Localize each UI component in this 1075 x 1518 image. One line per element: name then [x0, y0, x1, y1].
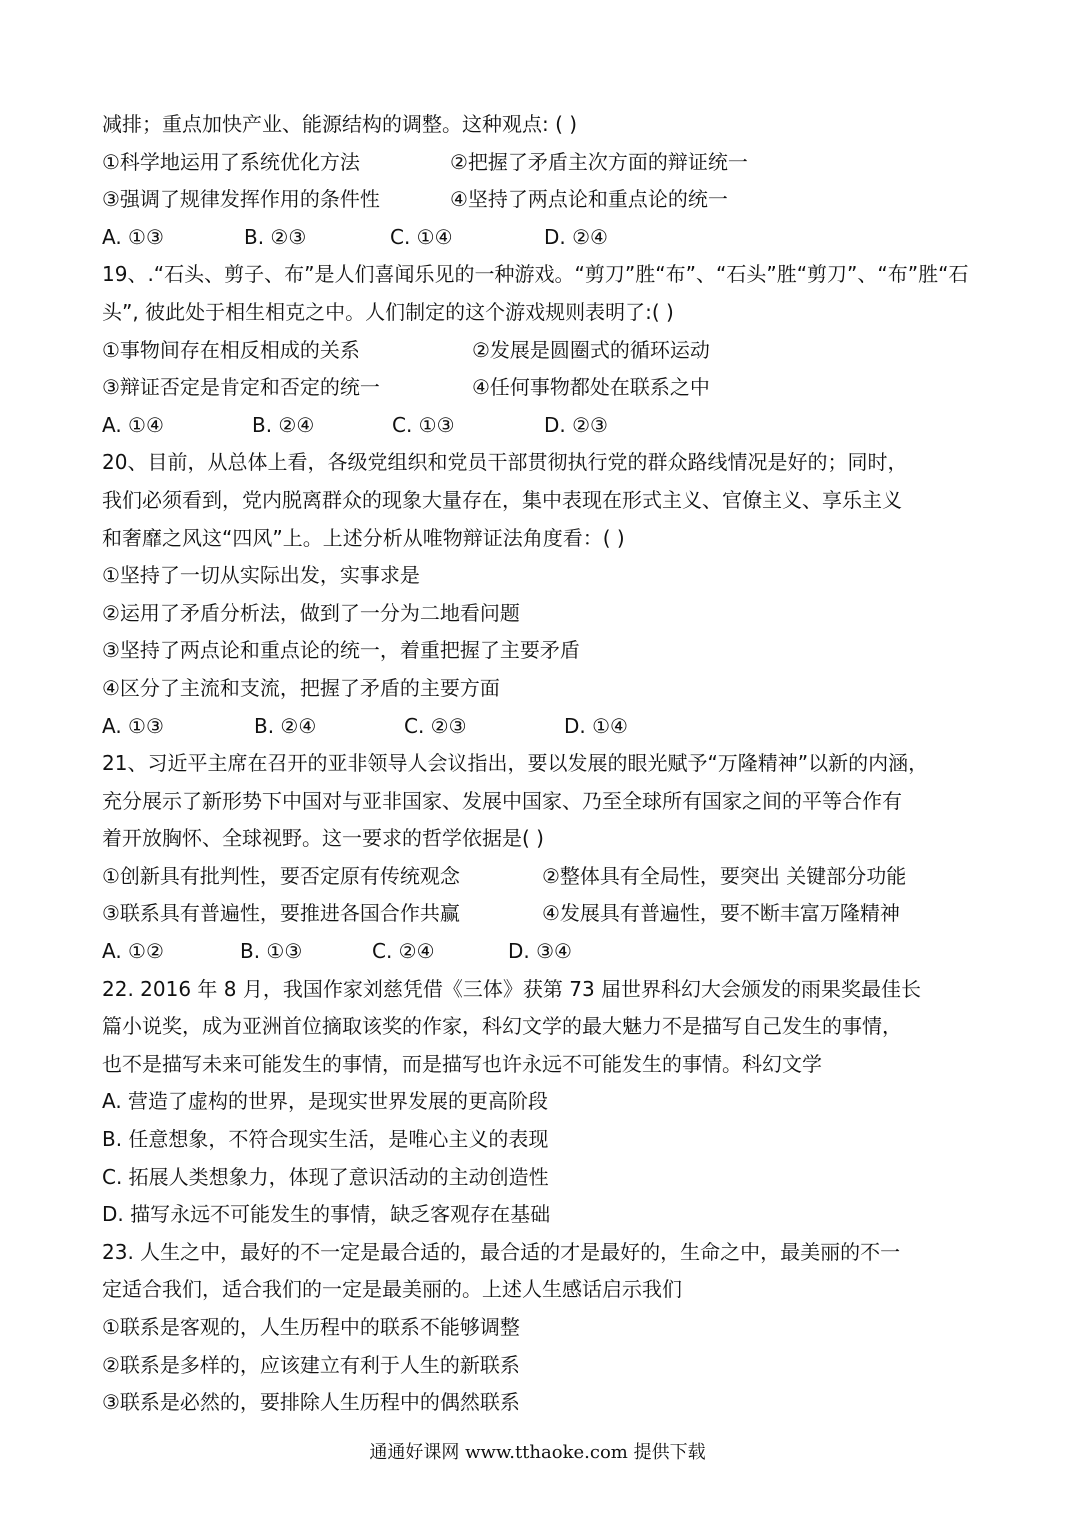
- q21-statement-4: ④发展具有普遍性，要不断丰富万隆精神: [542, 901, 900, 926]
- q23-stem-line-1: 23. 人生之中，最好的不一定是最合适的，最合适的才是最好的，生命之中，最美丽的不一: [102, 1239, 901, 1264]
- q20-option-c[interactable]: C. ②③: [404, 713, 467, 738]
- q21-statements-row-1: [102, 858, 982, 896]
- q23-stem-line-2: 定适合我们，适合我们的一定是最美丽的。上述人生感话启示我们: [102, 1277, 682, 1302]
- q22-option-c[interactable]: C. 拓展人类想象力，体现了意识活动的主动创造性: [102, 1164, 549, 1189]
- q21-statement-3: ③联系具有普遍性，要推进各国合作共赢: [102, 901, 460, 926]
- q18-statements-row-2: [102, 181, 982, 219]
- q18-statements-row-1: [102, 144, 982, 182]
- q18-option-a[interactable]: A. ①③: [102, 224, 164, 249]
- q22-option-b[interactable]: B. 任意想象，不符合现实生活，是唯心主义的表现: [102, 1127, 549, 1152]
- q21-options: [102, 933, 982, 971]
- q21-option-b[interactable]: B. ①③: [240, 939, 303, 964]
- q19-statement-2: ②发展是圆圈式的循环运动: [472, 337, 710, 362]
- q21-stem-line-2: 充分展示了新形势下中国对与亚非国家、发展中国家、乃至全球所有国家之间的平等合作有: [102, 788, 902, 813]
- page-footer: 通通好课网 www.tthaoke.com 提供下载: [369, 1442, 706, 1463]
- q23-statement-3: ③联系是必然的，要排除人生历程中的偶然联系: [102, 1390, 520, 1415]
- q21-option-a[interactable]: A. ①②: [102, 939, 164, 964]
- q21-statements-row-2: [102, 895, 982, 933]
- q23-statement-1: ①联系是客观的，人生历程中的联系不能够调整: [102, 1315, 520, 1339]
- q19-option-b[interactable]: B. ②④: [252, 412, 315, 437]
- question-block: [102, 106, 982, 1422]
- q22-option-a[interactable]: A. 营造了虚构的世界，是现实世界发展的更高阶段: [102, 1089, 549, 1114]
- q18-options: [102, 219, 982, 257]
- q19-option-d[interactable]: D. ②③: [544, 412, 608, 437]
- q19-statement-3: ③辩证否定是肯定和否定的统一: [102, 375, 380, 400]
- q19-statements-row-1: [102, 332, 982, 370]
- q19-statement-4: ④任何事物都处在联系之中: [472, 375, 710, 400]
- q18-option-b[interactable]: B. ②③: [244, 224, 307, 249]
- q22-stem-line-2: 篇小说奖，成为亚洲首位摘取该奖的作家，科幻文学的最大魅力不是描写自己发生的事情，: [102, 1014, 902, 1039]
- q21-statement-1: ①创新具有批判性，要否定原有传统观念: [102, 863, 460, 888]
- q19-statement-1: ①事物间存在相反相成的关系: [102, 337, 360, 362]
- q19-option-a[interactable]: A. ①④: [102, 412, 164, 437]
- q19-statements-row-2: [102, 369, 982, 407]
- q22-option-d[interactable]: D. 描写永远不可能发生的事情，缺乏客观存在基础: [102, 1202, 551, 1227]
- q20-statement-1: ①坚持了一切从实际出发，实事求是: [102, 563, 420, 588]
- q22-stem-line-3: 也不是描写未来可能发生的事情，而是描写也许永远不可能发生的事情。科幻文学: [102, 1051, 822, 1076]
- q20-statement-2: ②运用了矛盾分析法，做到了一分为二地看问题: [102, 600, 520, 625]
- q20-statement-4: ④区分了主流和支流，把握了矛盾的主要方面: [102, 675, 500, 700]
- q23-statement-2: ②联系是多样的，应该建立有利于人生的新联系: [102, 1352, 520, 1377]
- q20-stem-line-3: 和奢靡之风这“四风”上。上述分析从唯物辩证法角度看：( ): [102, 525, 625, 550]
- q19-options: [102, 407, 982, 445]
- q19-stem-line-1: 19、.“石头、剪子、布”是人们喜闻乐见的一种游戏。“剪刀”胜“布”、“石头”胜“剪刀”、“布”胜“石: [102, 262, 969, 287]
- q18-option-c[interactable]: C. ①④: [390, 224, 453, 249]
- q20-stem-line-2: 我们必须看到，党内脱离群众的现象大量存在，集中表现在形式主义、官僚主义、享乐主义: [102, 487, 902, 512]
- q20-stem-line-1: 20、目前，从总体上看，各级党组织和党员干部贯彻执行党的群众路线情况是好的；同时，: [102, 450, 908, 475]
- q18-statement-1: ①科学地运用了系统优化方法: [102, 149, 360, 174]
- q19-stem-line-2: 头”, 彼此处于相生相克之中。人们制定的这个游戏规则表明了:( ): [102, 299, 674, 324]
- q18-statement-4: ④坚持了两点论和重点论的统一: [450, 187, 728, 212]
- q20-options: [102, 708, 982, 746]
- q21-stem-line-1: 21、习近平主席在召开的亚非领导人会议指出，要以发展的眼光赋予“万隆精神”以新的内涵，: [102, 751, 929, 776]
- q18-statement-2: ②把握了矛盾主次方面的辩证统一: [450, 149, 748, 174]
- q22-stem-line-1: 22. 2016 年 8 月，我国作家刘慈凭借《三体》获第 73 届世界科幻大会颁发的雨果奖最佳长: [102, 976, 922, 1001]
- q20-option-b[interactable]: B. ②④: [254, 713, 317, 738]
- q21-statement-2: ②整体具有全局性，要突出 关键部分功能: [542, 863, 907, 888]
- q21-option-c[interactable]: C. ②④: [372, 939, 435, 964]
- q18-stem-continuation: 减排；重点加快产业、能源结构的调整。这种观点: ( ): [102, 112, 578, 136]
- q20-option-d[interactable]: D. ①④: [564, 713, 628, 738]
- q20-statement-3: ③坚持了两点论和重点论的统一，着重把握了主要矛盾: [102, 638, 580, 663]
- q20-option-a[interactable]: A. ①③: [102, 713, 164, 738]
- q21-stem-line-3: 着开放胸怀、全球视野。这一要求的哲学依据是( ): [102, 826, 544, 851]
- q21-option-d[interactable]: D. ③④: [508, 939, 572, 964]
- q18-option-d[interactable]: D. ②④: [544, 224, 608, 249]
- q18-statement-3: ③强调了规律发挥作用的条件性: [102, 187, 380, 212]
- q19-option-c[interactable]: C. ①③: [392, 412, 455, 437]
